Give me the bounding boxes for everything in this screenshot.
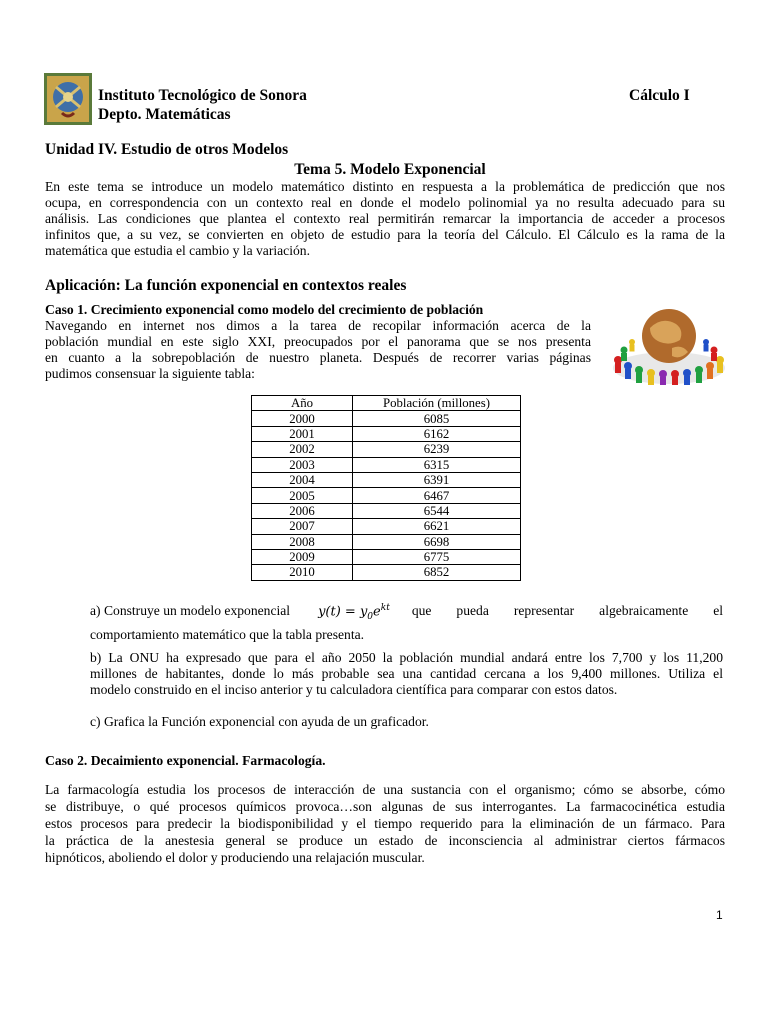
year-cell: 2001: [252, 426, 353, 441]
population-cell: 6775: [353, 549, 521, 564]
unit-title: Unidad IV. Estudio de otros Modelos: [45, 141, 289, 158]
intro-line: infinitos que, a su vez, se convierten en objeto de estudio para la teoría del Cálculo. El Cálculo es la rama de la: [45, 227, 725, 242]
population-cell: 6698: [353, 534, 521, 549]
year-cell: 2010: [252, 565, 353, 580]
population-table-wrapper: [251, 395, 521, 581]
department-name: Depto. Matemáticas: [98, 106, 231, 123]
table-header-population: Población (millones): [353, 396, 521, 411]
table-row: [252, 565, 521, 580]
intro-line: En este tema se introduce un modelo matemático distinto en respuesta a la problemática de predicción que nos: [45, 179, 725, 194]
exponential-formula: [318, 600, 390, 626]
item-b: [90, 650, 723, 698]
item-a: [90, 600, 723, 643]
case1-line: pudimos consensuar la siguiente tabla:: [45, 366, 255, 381]
population-cell: 6085: [353, 411, 521, 426]
population-table: [251, 395, 521, 581]
intro-line: ocupa, en correspondencia con un contexto real en donde el modelo polinomial ya no resulta adecuado para su: [45, 195, 725, 210]
population-cell: 6391: [353, 472, 521, 487]
year-cell: 2004: [252, 472, 353, 487]
population-cell: 6852: [353, 565, 521, 580]
population-cell: 6162: [353, 426, 521, 441]
table-row: [252, 519, 521, 534]
case1-line: población mundial en este siglo XXI, preocupados por el panorama que se nos presenta: [45, 334, 591, 349]
case1-line: Navegando en internet nos dimos a la tarea de recopilar información acerca de la: [45, 318, 591, 333]
year-cell: 2003: [252, 457, 353, 472]
formula-base: e: [373, 604, 381, 620]
formula-exponent: kt: [380, 603, 390, 613]
table-row: [252, 534, 521, 549]
globe-people-illustration: [610, 298, 728, 386]
course-name: Cálculo I: [629, 87, 690, 104]
formula-subscript: 0: [367, 611, 374, 622]
table-row: [252, 411, 521, 426]
year-cell: 2009: [252, 549, 353, 564]
intro-line: análisis. Las condiciones que plantea el contexto real permitirán remarcar la importancia de acceder a procesos: [45, 211, 725, 226]
population-cell: 6239: [353, 442, 521, 457]
page-number: 1: [716, 908, 723, 922]
table-row: [252, 488, 521, 503]
table-row: [252, 549, 521, 564]
case2-paragraph: [45, 781, 725, 866]
case2-line: La farmacología estudia los procesos de interacción de una sustancia con el organismo; cómo se absorbe, cómo: [45, 782, 725, 797]
formula-lhs: y(t) = y: [318, 604, 368, 620]
item-c: c) Grafica la Función exponencial con ayuda de un graficador.: [90, 714, 429, 729]
table-row: [252, 442, 521, 457]
year-cell: 2002: [252, 442, 353, 457]
year-cell: 2000: [252, 411, 353, 426]
item-a-text-part1: a) Construye un modelo exponencial: [90, 603, 291, 619]
case1-paragraph: [45, 318, 591, 382]
table-header-row: [252, 396, 521, 411]
institution-logo: [44, 73, 92, 125]
item-a-line1: [90, 600, 723, 626]
intro-paragraph: [45, 179, 725, 259]
intro-line: matemática que estudia el cambio y la variación.: [45, 243, 310, 258]
table-row: [252, 457, 521, 472]
year-cell: 2008: [252, 534, 353, 549]
item-b-line: modelo construido en el inciso anterior y tu calculadora científica para comparar con estos datos.: [90, 682, 618, 697]
case1-title: Caso 1. Crecimiento exponencial como modelo del crecimiento de población: [45, 302, 484, 317]
year-cell: 2007: [252, 519, 353, 534]
year-cell: 2006: [252, 503, 353, 518]
table-row: [252, 472, 521, 487]
institution-name: Instituto Tecnológico de Sonora: [98, 87, 307, 104]
case1-line: en cuanto a la sobrepoblación de nuestro planeta. Después de recorrer varias páginas: [45, 350, 591, 365]
table-row: [252, 503, 521, 518]
case2-line: hipnóticos, aboliendo el dolor y produciendo una relajación muscular.: [45, 850, 425, 865]
table-header-year: Año: [252, 396, 353, 411]
item-b-line: b) La ONU ha expresado que para el año 2050 la población mundial andará entre los 7,700 y los 11,200: [90, 650, 723, 665]
item-b-line: millones de habitantes, donde lo más probable sea una cantidad cercana a los 9,400 millones. Utiliza el: [90, 666, 723, 681]
population-cell: 6621: [353, 519, 521, 534]
item-a-text-part2: que pueda representar algebraicamente el: [411, 603, 723, 619]
topic-title: Tema 5. Modelo Exponencial: [294, 161, 486, 178]
application-title: Aplicación: La función exponencial en contextos reales: [45, 277, 407, 294]
case2-line: estos procesos para predecir la biodisponibilidad y el tiempo requerido para la eliminación de un fármaco. Para: [45, 816, 725, 831]
population-cell: 6315: [353, 457, 521, 472]
population-cell: 6544: [353, 503, 521, 518]
case2-title: Caso 2. Decaimiento exponencial. Farmacología.: [45, 753, 326, 768]
case2-line: se distribuye, o qué procesos químicos provoca…son algunas de sus interrogantes. La farmacocinética estudia: [45, 799, 725, 814]
year-cell: 2005: [252, 488, 353, 503]
item-a-line2: comportamiento matemático que la tabla presenta.: [90, 626, 365, 642]
case2-line: la práctica de la anestesia general se produce un estado de inconsciencia al administrar ciertos fármacos: [45, 833, 725, 848]
population-cell: 6467: [353, 488, 521, 503]
table-row: [252, 426, 521, 441]
